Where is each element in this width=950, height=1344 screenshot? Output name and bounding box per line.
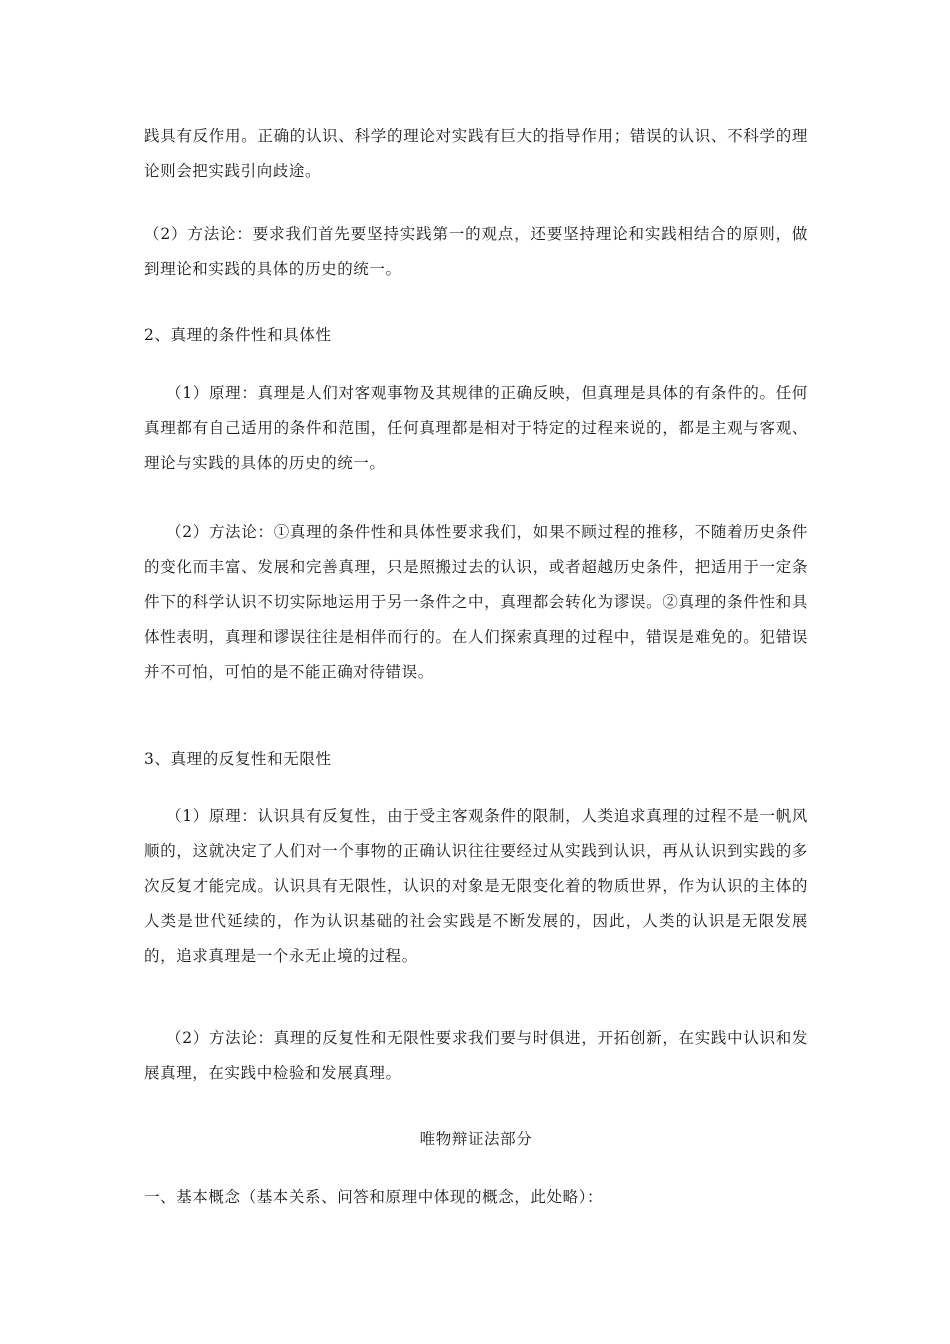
paragraph-truth-principle: （1）原理：真理是人们对客观事物及其规律的正确反映，但真理是具体的有条件的。任何真理都有自己适用的条件和范围，任何真理都是相对于特定的过程来说的，都是主观与客观、理论与实践的具体的历史的统一。 xyxy=(144,384,808,472)
paragraph-repetition-methodology: （2）方法论：真理的反复性和无限性要求我们要与时俱进，开拓创新，在实践中认识和发展真理，在实践中检验和发展真理。 xyxy=(144,1029,808,1082)
paragraph-practice-reaction: 践具有反作用。正确的认识、科学的理论对实践有巨大的指导作用；错误的认识、不科学的理论则会把实践引向歧途。 xyxy=(144,127,808,180)
heading-truth-conditionality: 2、真理的条件性和具体性 xyxy=(144,326,332,344)
paragraph-methodology-practice: （2）方法论：要求我们首先要坚持实践第一的观点，还要坚持理论和实践相结合的原则，做到理论和实践的具体的历史的统一。 xyxy=(144,225,808,278)
heading-basic-concepts: 一、基本概念（基本关系、问答和原理中体现的概念，此处略）： xyxy=(144,1188,604,1206)
paragraph-repetition-principle: （1）原理：认识具有反复性，由于受主客观条件的限制，人类追求真理的过程不是一帆风顺的，这就决定了人们对一个事物的正确认识往往要经过从实践到认识，再从认识到实践的多次反复才能完成。认识具有无限性，认识的对象是无限变化着的物质世界，作为认识的主体的人类是世代延续的，作为认识基础的社会实践是不断发展的，因此，人类的认识是无限发展的，追求真理是一个永无止境的过程。 xyxy=(144,807,808,965)
heading-truth-repetition: 3、真理的反复性和无限性 xyxy=(144,750,332,768)
section-title-dialectics: 唯物辩证法部分 xyxy=(419,1130,533,1148)
paragraph-truth-methodology: （2）方法论：①真理的条件性和具体性要求我们，如果不顾过程的推移，不随着历史条件的变化而丰富、发展和完善真理，只是照搬过去的认识，或者超越历史条件，把适用于一定条件下的科学认识不切实际地运用于另一条件之中，真理都会转化为谬误。②真理的条件性和具体性表明，真理和谬误往往是相伴而行的。在人们探索真理的过程中，错误是难免的。犯错误并不可怕，可怕的是不能正确对待错误。 xyxy=(144,523,808,681)
